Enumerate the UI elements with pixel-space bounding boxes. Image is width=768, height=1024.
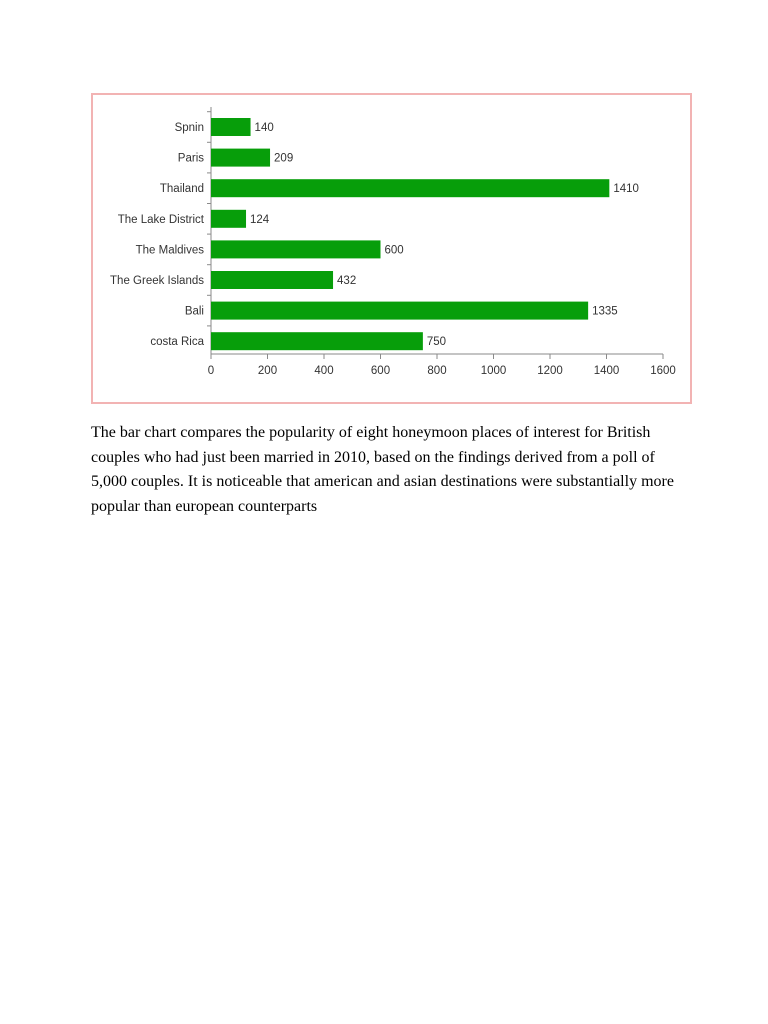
category-label: Thailand	[159, 183, 204, 196]
x-tick-label: 400	[314, 365, 334, 377]
x-tick-label: 0	[207, 365, 215, 377]
category-label: The Maldives	[135, 244, 204, 257]
value-label: 1335	[592, 305, 618, 318]
x-tick-label: 1600	[650, 365, 676, 377]
x-tick-label: 1000	[480, 365, 507, 377]
category-label: The Greek Islands	[110, 275, 204, 287]
value-label: 750	[426, 336, 447, 349]
category-label: Bali	[184, 305, 204, 318]
bar	[211, 210, 246, 228]
bar	[211, 271, 333, 289]
bar-chart	[93, 95, 690, 402]
bar	[211, 179, 609, 197]
x-tick-label: 800	[427, 365, 447, 377]
value-label: 432	[337, 275, 357, 287]
value-label: 600	[384, 244, 404, 257]
body-paragraph: The bar chart compares the popularity of eight honeymoon places of interest for British couples who had just been married in 2010, based on the findings derived from a poll of 5,000 couples. It is noticeable that american and asian destinations were substantially more popular than european counterparts	[91, 424, 674, 515]
bar	[211, 332, 423, 350]
x-tick-label: 200	[257, 365, 278, 377]
category-label: Paris	[177, 152, 204, 165]
category-label: Spnin	[174, 122, 204, 134]
bar	[211, 149, 270, 167]
bar	[211, 302, 588, 320]
bar	[211, 240, 381, 258]
value-label: 209	[274, 152, 294, 165]
value-label: 1410	[613, 183, 639, 196]
value-label: 140	[254, 122, 274, 134]
bar	[211, 118, 251, 136]
value-label: 124	[250, 213, 270, 226]
x-tick-label: 600	[370, 365, 391, 377]
chart-frame	[91, 93, 692, 404]
x-tick-label: 1400	[593, 365, 620, 377]
x-tick-label: 1200	[537, 365, 563, 377]
category-label: costa Rica	[150, 336, 204, 349]
category-label: The Lake District	[117, 213, 204, 226]
